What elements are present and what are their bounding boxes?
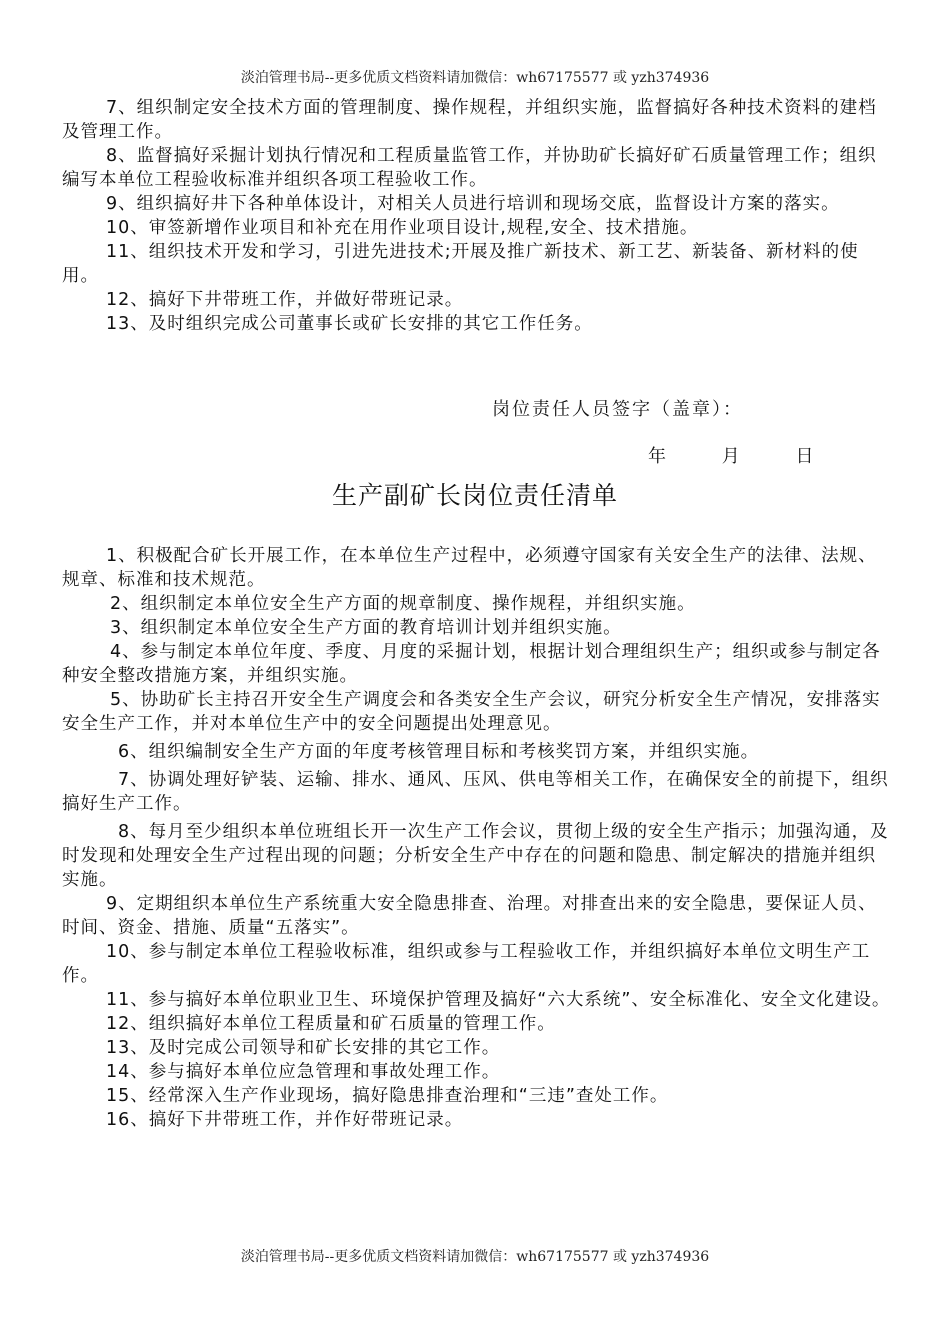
main-section xyxy=(62,544,894,1132)
page-footer: 淡泊管理书局--更多优质文档资料请加微信：wh67175577 或 yzh374936 xyxy=(240,1249,710,1265)
top-section xyxy=(62,96,894,336)
list-item: 7、组织制定安全技术方面的管理制度、操作规程，并组织实施，监督搞好各种技术资料的建档及管理工作。 xyxy=(62,98,877,142)
list-item: 12、组织搞好本单位工程质量和矿石质量的管理工作。 xyxy=(106,1014,556,1034)
list-item: 10、审签新增作业项目和补充在用作业项目设计,规程,安全、技术措施。 xyxy=(106,218,699,238)
page-title: 生产副矿长岗位责任清单 xyxy=(331,481,618,510)
date-line xyxy=(648,442,841,468)
list-item: 13、及时组织完成公司董事长或矿长安排的其它工作任务。 xyxy=(106,314,593,334)
list-item: 15、经常深入生产作业现场，搞好隐患排查治理和“三违”查处工作。 xyxy=(106,1086,669,1106)
list-item: 1、积极配合矿长开展工作，在本单位生产过程中，必须遵守国家有关安全生产的法律、法规、规章、标准和技术规范。 xyxy=(62,546,877,590)
list-item: 8、监督搞好采掘计划执行情况和工程质量监管工作，并协助矿长搞好矿石质量管理工作；组织编写本单位工程验收标准并组织各项工程验收工作。 xyxy=(62,146,877,190)
list-item: 14、参与搞好本单位应急管理和事故处理工作。 xyxy=(106,1062,501,1082)
list-item: 8、每月至少组织本单位班组长开一次生产工作会议，贯彻上级的安全生产指示；加强沟通，及时发现和处理安全生产过程出现的问题；分析安全生产中存在的问题和隐患、制定解决的措施并组织实施。 xyxy=(62,822,889,890)
list-item: 5、协助矿长主持召开安全生产调度会和各类安全生产会议，研究分析安全生产情况，安排落实安全生产工作，并对本单位生产中的安全问题提出处理意见。 xyxy=(62,690,881,734)
list-item: 11、参与搞好本单位职业卫生、环境保护管理及搞好“六大系统”、安全标准化、安全文化建设。 xyxy=(106,990,891,1010)
list-item: 10、参与制定本单位工程验收标准，组织或参与工程验收工作，并组织搞好本单位文明生产工作。 xyxy=(62,942,871,986)
list-item: 13、及时完成公司领导和矿长安排的其它工作。 xyxy=(106,1038,501,1058)
page-header: 淡泊管理书局--更多优质文档资料请加微信：wh67175577 或 yzh374936 xyxy=(240,70,710,86)
list-item: 7、协调处理好铲装、运输、排水、通风、压风、供电等相关工作，在确保安全的前提下，组织搞好生产工作。 xyxy=(62,770,889,814)
list-item: 12、搞好下井带班工作，并做好带班记录。 xyxy=(106,290,464,310)
list-item: 16、搞好下井带班工作，并作好带班记录。 xyxy=(106,1110,464,1130)
signature-label: 岗位责任人员签字（盖章）： xyxy=(492,399,743,420)
list-item: 9、定期组织本单位生产系统重大安全隐患排查、治理。对排查出来的安全隐患，要保证人员、时间、资金、措施、质量“五落实”。 xyxy=(62,894,877,938)
date-year: 年 xyxy=(648,446,666,467)
list-item: 4、参与制定本单位年度、季度、月度的采掘计划，根据计划合理组织生产；组织或参与制定各种安全整改措施方案，并组织实施。 xyxy=(62,642,881,686)
list-item: 3、组织制定本单位安全生产方面的教育培训计划并组织实施。 xyxy=(110,618,622,638)
list-item: 2、组织制定本单位安全生产方面的规章制度、操作规程，并组织实施。 xyxy=(110,594,696,614)
date-day: 日 xyxy=(795,446,814,467)
list-item: 6、组织编制安全生产方面的年度考核管理目标和考核奖罚方案，并组织实施。 xyxy=(118,742,760,762)
list-item: 11、组织技术开发和学习，引进先进技术;开展及推广新技术、新工艺、新装备、新材料的使用。 xyxy=(62,242,859,286)
list-item: 9、组织搞好井下各种单体设计，对相关人员进行培训和现场交底，监督设计方案的落实。 xyxy=(106,194,840,214)
date-month: 月 xyxy=(721,446,740,467)
